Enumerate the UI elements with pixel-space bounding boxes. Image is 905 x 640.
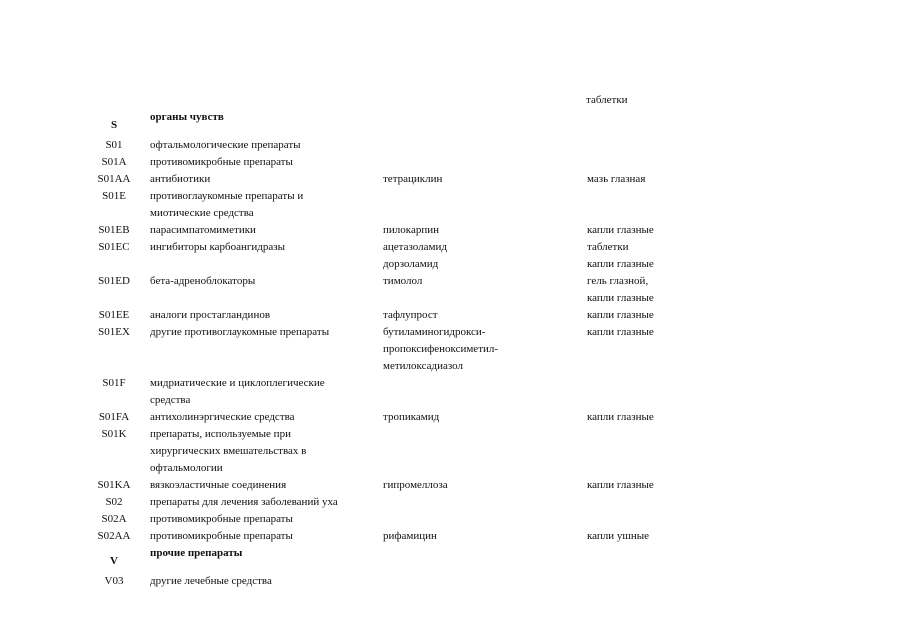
dosage-form-cell: [587, 494, 707, 511]
anatomical-group-cell: [150, 409, 383, 426]
anatomical-group-line: миотические средства: [150, 207, 254, 219]
anatomical-group-cell: [150, 511, 383, 528]
drug-name-cell: [383, 239, 587, 273]
drug-name-cell: [383, 477, 587, 494]
anatomical-group-cell: [150, 307, 383, 324]
dosage-form-cell: [587, 239, 707, 273]
dosage-form-cell: [587, 511, 707, 528]
drug-name-cell: [383, 222, 587, 239]
anatomical-group-line: препараты для лечения заболеваний уха: [150, 496, 338, 508]
dosage-form-cell: [587, 573, 707, 590]
dosage-form-cell: [587, 137, 707, 154]
drug-name-cell: [383, 171, 587, 188]
anatomical-group-line: органы чувств: [150, 111, 224, 123]
drug-name-cell: [383, 426, 587, 477]
table-row: [78, 511, 707, 528]
drug-name-line: тимолол: [383, 275, 423, 287]
dosage-form-line: капли глазные: [587, 292, 654, 304]
atc-code-cell: S: [110, 119, 118, 131]
dosage-form-cell: [587, 324, 707, 375]
anatomical-group-cell: [150, 426, 383, 477]
atc-code-cell: S01KA: [97, 479, 131, 491]
table-row: [78, 375, 707, 409]
drug-name-line: бутиламиногидрокси-: [383, 326, 486, 338]
table-row: [78, 426, 707, 477]
atc-classification-table: [78, 109, 707, 590]
anatomical-group-line: парасимпатомиметики: [150, 224, 256, 236]
dosage-form-cell: [587, 171, 707, 188]
atc-code-cell: S01E: [102, 190, 126, 202]
anatomical-group-cell: [150, 154, 383, 171]
anatomical-group-cell: [150, 375, 383, 409]
anatomical-group-cell: [150, 273, 383, 307]
drug-name-cell: [383, 511, 587, 528]
group-header-row: [78, 545, 707, 573]
anatomical-group-line: вязкоэластичные соединения: [150, 479, 287, 491]
anatomical-group-cell: [150, 137, 383, 154]
dosage-form-line: мазь глазная: [587, 173, 646, 185]
anatomical-group-line: антихолинэргические средства: [150, 411, 295, 423]
table-row: [78, 273, 707, 307]
atc-code-cell: S01A: [101, 156, 127, 168]
anatomical-group-cell: [150, 477, 383, 494]
table-row: [78, 137, 707, 154]
dosage-form-cell: [587, 409, 707, 426]
atc-table-body: [78, 109, 707, 590]
atc-code-cell: S01EX: [98, 326, 130, 338]
table-row: [78, 409, 707, 426]
anatomical-group-cell: [150, 324, 383, 375]
anatomical-group-line: ингибиторы карбоангидразы: [150, 241, 285, 253]
table-row: [78, 324, 707, 375]
dosage-form-cell: [587, 273, 707, 307]
atc-code-cell: V: [110, 555, 118, 567]
table-row: [78, 171, 707, 188]
anatomical-group-cell: [150, 545, 383, 573]
carryover-dosage-form: таблетки: [586, 94, 628, 106]
table-row: [78, 239, 707, 273]
table-row: [78, 307, 707, 324]
dosage-form-cell: [587, 222, 707, 239]
dosage-form-line: капли глазные: [587, 479, 654, 491]
anatomical-group-line: хирургических вмешательствах в: [150, 445, 307, 457]
drug-name-cell: [383, 409, 587, 426]
atc-code-cell: S01AA: [97, 173, 131, 185]
drug-name-line: гипромеллоза: [383, 479, 448, 491]
table-row: [78, 528, 707, 545]
atc-code-cell: S02AA: [97, 530, 131, 542]
drug-name-cell: [383, 154, 587, 171]
atc-code-cell: S02A: [101, 513, 127, 525]
anatomical-group-line: офтальмологии: [150, 462, 223, 474]
dosage-form-cell: [587, 426, 707, 477]
dosage-form-line: капли глазные: [587, 326, 654, 338]
anatomical-group-cell: [150, 188, 383, 222]
drug-name-line: тафлупрост: [383, 309, 438, 321]
anatomical-group-cell: [150, 494, 383, 511]
dosage-form-cell: [587, 477, 707, 494]
drug-name-line: метилоксадиазол: [383, 360, 463, 372]
table-row: [78, 154, 707, 171]
drug-name-cell: [383, 188, 587, 222]
atc-code-cell: S01EC: [98, 241, 130, 253]
anatomical-group-line: препараты, используемые при: [150, 428, 291, 440]
table-row: [78, 188, 707, 222]
anatomical-group-line: другие лечебные средства: [150, 575, 272, 587]
anatomical-group-line: мидриатические и циклоплегические: [150, 377, 325, 389]
drug-name-line: пропоксифеноксиметил-: [383, 343, 499, 355]
anatomical-group-line: прочие препараты: [150, 547, 243, 559]
dosage-form-line: гель глазной,: [587, 275, 649, 287]
anatomical-group-line: противомикробные препараты: [150, 530, 293, 542]
table-row: [78, 477, 707, 494]
dosage-form-line: капли глазные: [587, 411, 654, 423]
dosage-form-cell: [587, 307, 707, 324]
drug-name-cell: [383, 573, 587, 590]
atc-code-cell: S02: [105, 496, 123, 508]
drug-name-cell: [383, 273, 587, 307]
anatomical-group-cell: [150, 573, 383, 590]
drug-name-cell: [383, 375, 587, 409]
drug-name-line: тетрациклин: [383, 173, 443, 185]
anatomical-group-cell: [150, 109, 383, 137]
drug-name-line: пилокарпин: [383, 224, 439, 236]
drug-name-cell: [383, 307, 587, 324]
drug-name-line: рифамицин: [383, 530, 437, 542]
anatomical-group-line: аналоги простагландинов: [150, 309, 271, 321]
dosage-form-cell: [587, 109, 707, 137]
anatomical-group-line: средства: [150, 394, 191, 406]
anatomical-group-line: противоглаукомные препараты и: [150, 190, 304, 202]
atc-code-cell: S01EB: [98, 224, 130, 236]
drug-name-line: ацетазоламид: [383, 241, 447, 253]
atc-code-cell: S01FA: [98, 411, 130, 423]
anatomical-group-line: бета-адреноблокаторы: [150, 275, 256, 287]
anatomical-group-cell: [150, 239, 383, 273]
table-row: [78, 494, 707, 511]
anatomical-group-line: другие противоглаукомные препараты: [150, 326, 330, 338]
dosage-form-line: капли ушные: [587, 530, 650, 542]
drug-name-cell: [383, 545, 587, 573]
drug-name-cell: [383, 137, 587, 154]
drug-name-cell: [383, 324, 587, 375]
dosage-form-cell: [587, 154, 707, 171]
atc-code-cell: V03: [104, 575, 124, 587]
anatomical-group-line: противомикробные препараты: [150, 156, 293, 168]
atc-code-cell: S01: [105, 139, 123, 151]
anatomical-group-cell: [150, 528, 383, 545]
drug-name-line: тропикамид: [383, 411, 440, 423]
atc-code-cell: S01K: [101, 428, 127, 440]
dosage-form-line: капли глазные: [587, 224, 654, 236]
dosage-form-line: таблетки: [587, 241, 629, 253]
atc-code-cell: S01F: [102, 377, 126, 389]
dosage-form-line: капли глазные: [587, 309, 654, 321]
anatomical-group-line: антибиотики: [150, 173, 211, 185]
dosage-form-cell: [587, 375, 707, 409]
dosage-form-line: капли глазные: [587, 258, 654, 270]
drug-name-cell: [383, 109, 587, 137]
dosage-form-cell: [587, 528, 707, 545]
anatomical-group-cell: [150, 171, 383, 188]
group-header-row: [78, 109, 707, 137]
anatomical-group-line: офтальмологические препараты: [150, 139, 301, 151]
drug-name-cell: [383, 494, 587, 511]
drug-name-cell: [383, 528, 587, 545]
dosage-form-cell: [587, 545, 707, 573]
anatomical-group-cell: [150, 222, 383, 239]
atc-code-cell: S01EE: [98, 309, 130, 321]
anatomical-group-line: противомикробные препараты: [150, 513, 293, 525]
dosage-form-cell: [587, 188, 707, 222]
drug-name-line: дорзоламид: [383, 258, 439, 270]
atc-code-cell: S01ED: [98, 275, 130, 287]
table-row: [78, 573, 707, 590]
table-row: [78, 222, 707, 239]
